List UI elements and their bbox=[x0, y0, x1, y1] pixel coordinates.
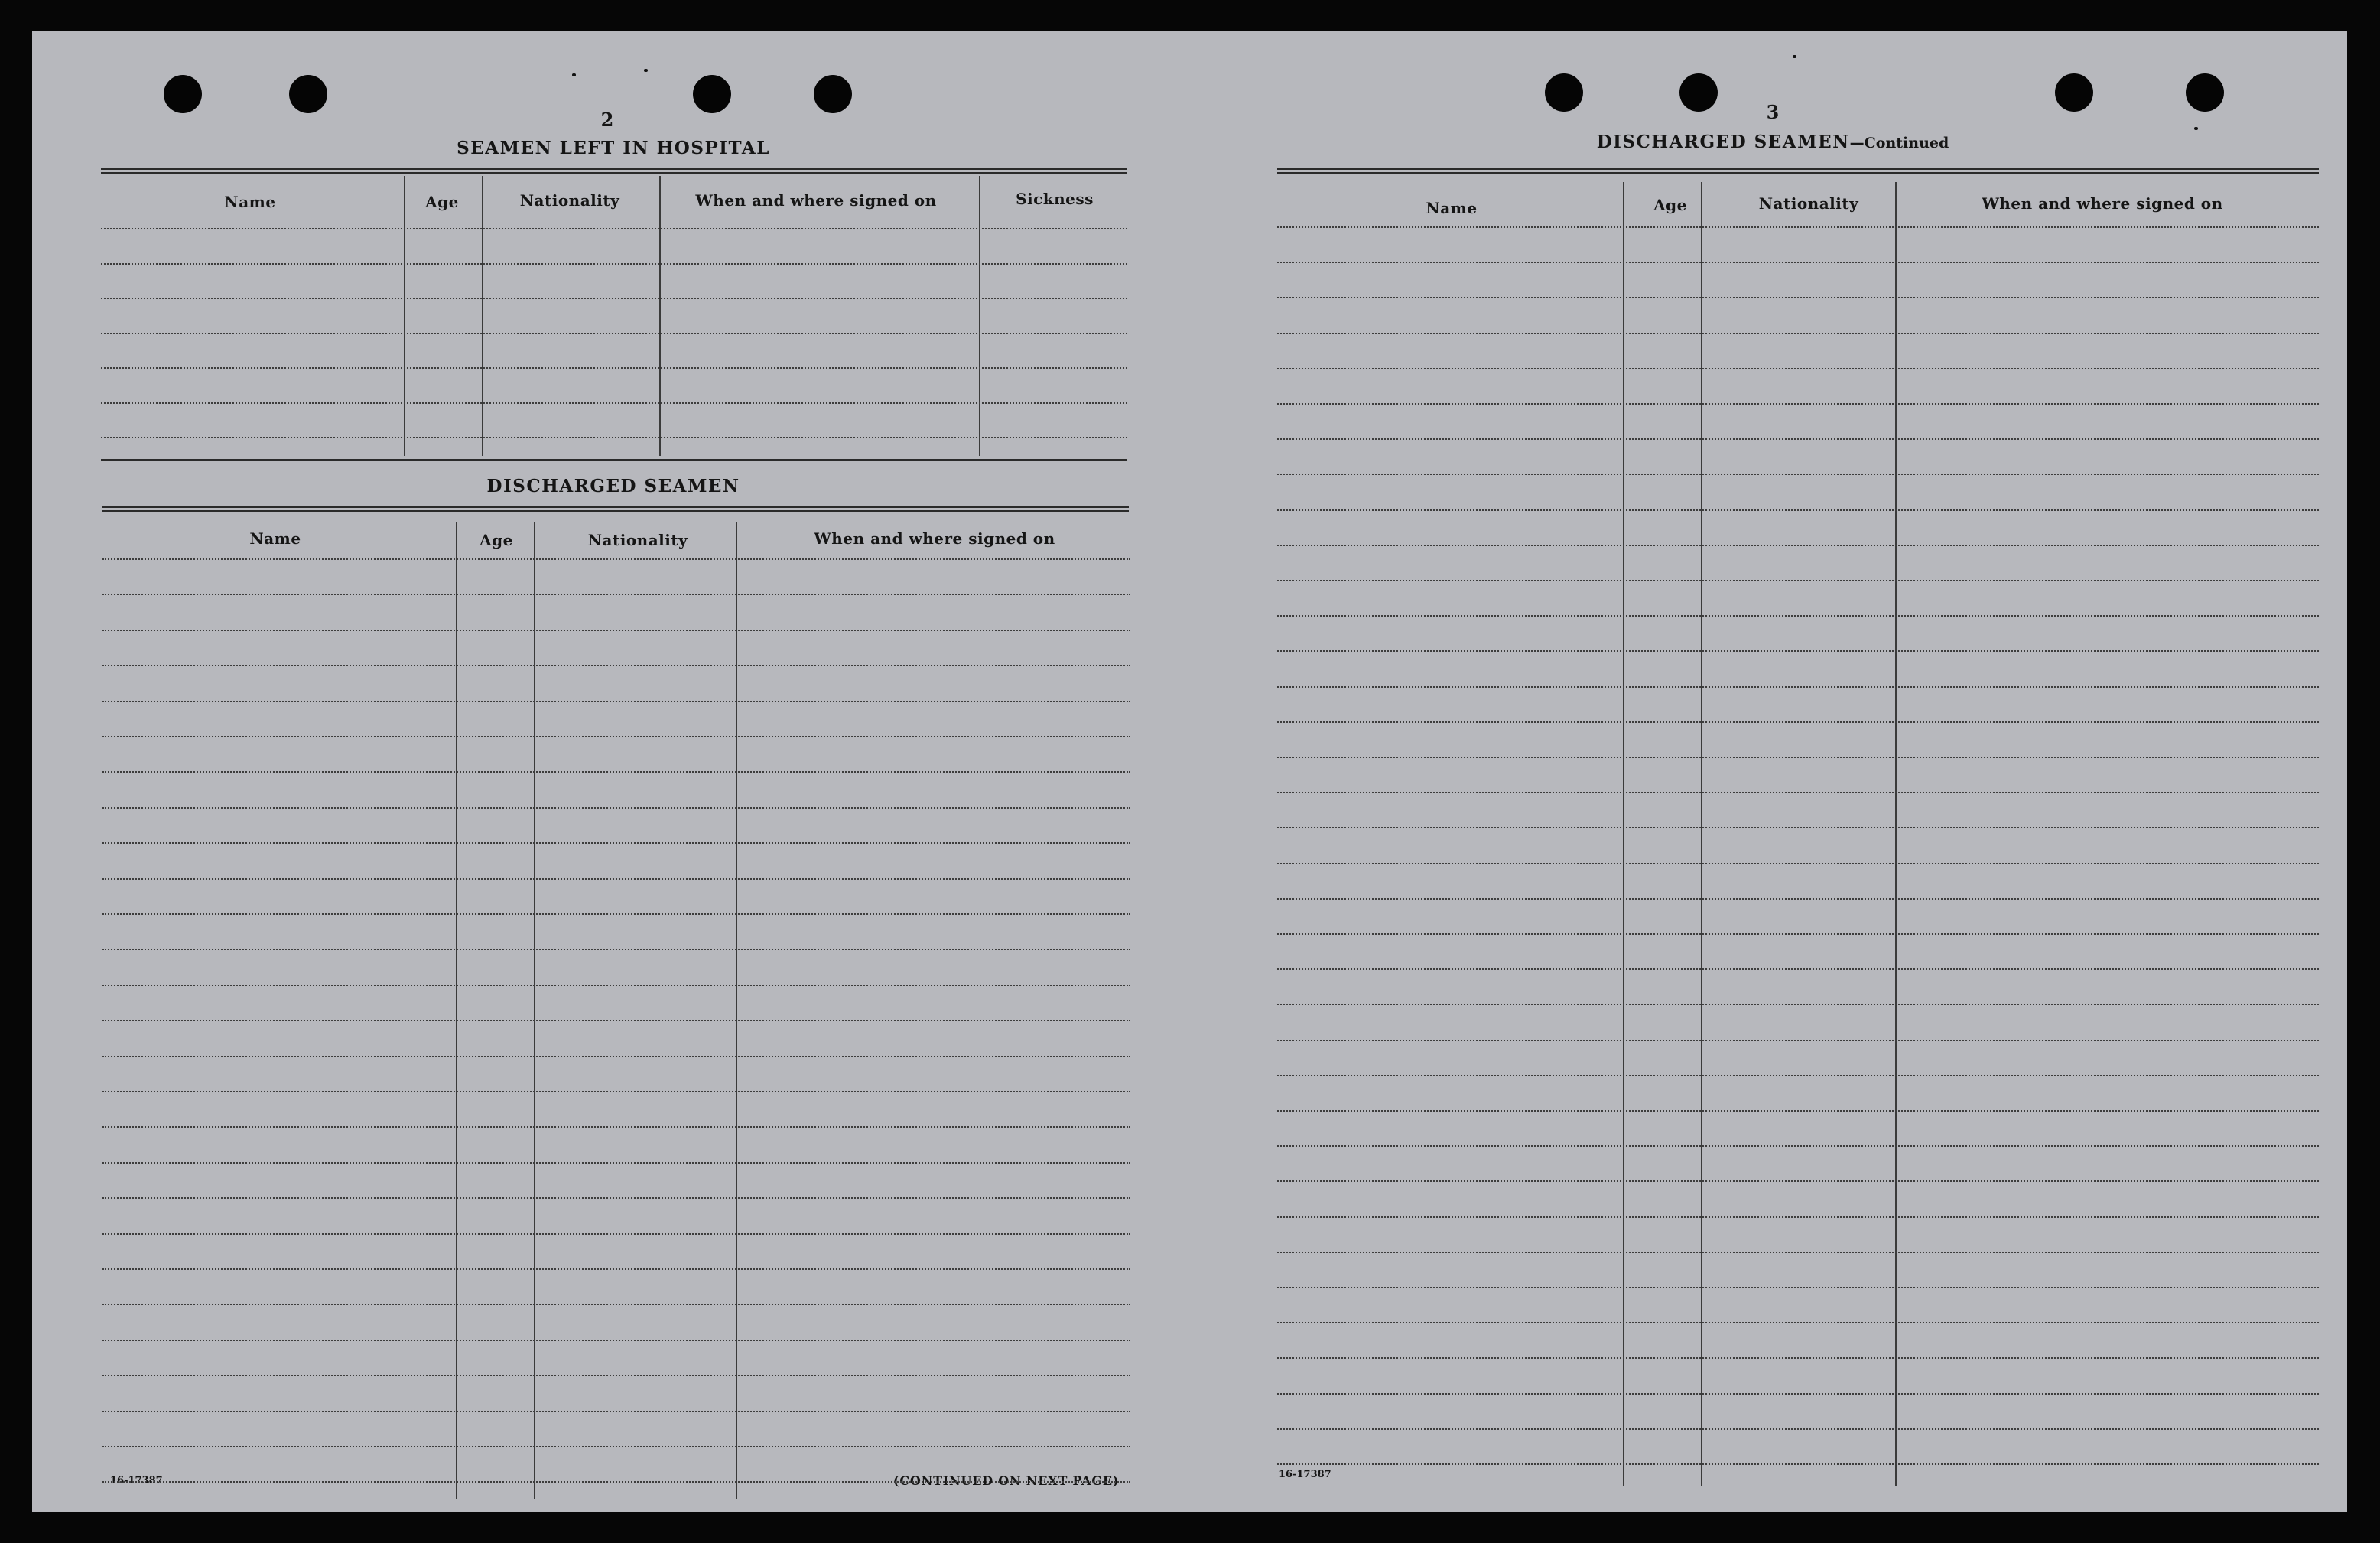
hospital-row-line bbox=[101, 402, 1127, 404]
form-number-right: 16-17387 bbox=[1279, 1469, 1331, 1480]
right-row-line bbox=[1277, 1180, 2319, 1182]
right-row-line bbox=[1277, 509, 2319, 511]
discharged-row-line bbox=[102, 1020, 1130, 1021]
punch-hole bbox=[164, 75, 202, 113]
discharged-row-line bbox=[102, 1197, 1130, 1199]
punch-hole bbox=[2055, 73, 2093, 112]
punch-hole bbox=[1679, 73, 1718, 112]
discharged-row-line bbox=[102, 913, 1130, 915]
punch-hole bbox=[1545, 73, 1583, 112]
right-row-line bbox=[1277, 686, 2319, 688]
discharged-row-line bbox=[102, 949, 1130, 950]
discharged-col-age: Age bbox=[480, 531, 513, 549]
right-row-line bbox=[1277, 1004, 2319, 1005]
ink-speck bbox=[2194, 127, 2198, 130]
discharged-col-signed-on: When and where signed on bbox=[814, 529, 1055, 548]
form-number-left: 16-17387 bbox=[110, 1475, 163, 1486]
right-row-line bbox=[1277, 226, 2319, 228]
discharged-col-divider bbox=[534, 522, 535, 1499]
discharged-row-line bbox=[102, 1162, 1130, 1164]
discharged-row-line bbox=[102, 1446, 1130, 1447]
right-row-line bbox=[1277, 1463, 2319, 1465]
right-row-line bbox=[1277, 827, 2319, 828]
discharged-row-line bbox=[102, 558, 1130, 560]
discharged-row-line bbox=[102, 807, 1130, 809]
discharged-row-line bbox=[102, 1268, 1130, 1270]
right-row-line bbox=[1277, 1252, 2319, 1253]
right-row-line bbox=[1277, 650, 2319, 652]
punch-hole bbox=[693, 75, 731, 113]
hospital-col-divider bbox=[659, 176, 661, 456]
discharged-row-line bbox=[102, 1056, 1130, 1057]
discharged-continued-title-main: DISCHARGED SEAMEN bbox=[1596, 132, 1850, 152]
hospital-col-name: Name bbox=[224, 193, 276, 211]
right-row-line bbox=[1277, 863, 2319, 864]
right-col-divider bbox=[1623, 182, 1624, 1486]
right-row-line bbox=[1277, 615, 2319, 617]
hospital-section-title: SEAMEN LEFT IN HOSPITAL bbox=[457, 138, 770, 158]
discharged-row-line bbox=[102, 1375, 1130, 1376]
hospital-row-line bbox=[101, 367, 1127, 369]
discharged-row-line bbox=[102, 842, 1130, 844]
right-row-line bbox=[1277, 403, 2319, 405]
discharged-row-line bbox=[102, 701, 1130, 702]
hospital-col-sickness: Sickness bbox=[1016, 190, 1094, 208]
hospital-row-line bbox=[101, 228, 1127, 229]
discharged-continued-title bbox=[1597, 132, 1949, 152]
discharged-row-line bbox=[102, 771, 1130, 773]
right-row-line bbox=[1277, 333, 2319, 334]
right-row-line bbox=[1277, 438, 2319, 440]
discharged-row-line bbox=[102, 630, 1130, 631]
hospital-row-line bbox=[101, 298, 1127, 299]
discharged-col-divider bbox=[736, 522, 737, 1499]
hospital-col-signed-on: When and where signed on bbox=[695, 191, 937, 210]
page-number-right: 3 bbox=[1766, 101, 1780, 123]
right-row-line bbox=[1277, 1393, 2319, 1395]
discharged-row-line bbox=[102, 594, 1130, 595]
right-top-rule bbox=[1277, 168, 2319, 174]
right-row-line bbox=[1277, 1110, 2319, 1112]
right-row-line bbox=[1277, 1145, 2319, 1147]
right-row-line bbox=[1277, 1357, 2319, 1359]
right-row-line bbox=[1277, 933, 2319, 935]
right-row-line bbox=[1277, 1428, 2319, 1430]
discharged-row-line bbox=[102, 1411, 1130, 1412]
discharged-row-line bbox=[102, 1126, 1130, 1128]
right-col-age: Age bbox=[1653, 196, 1687, 214]
ink-speck bbox=[572, 73, 576, 76]
right-col-divider bbox=[1895, 182, 1897, 1486]
hospital-row-line bbox=[101, 263, 1127, 265]
right-row-line bbox=[1277, 262, 2319, 263]
right-row-line bbox=[1277, 1040, 2319, 1041]
discharged-row-line bbox=[102, 1233, 1130, 1235]
hospital-col-divider bbox=[482, 176, 483, 456]
right-col-name: Name bbox=[1426, 199, 1478, 217]
right-col-signed-on: When and where signed on bbox=[1982, 194, 2223, 213]
right-col-divider bbox=[1701, 182, 1702, 1486]
right-row-line bbox=[1277, 792, 2319, 793]
ink-speck bbox=[1793, 55, 1796, 58]
right-row-line bbox=[1277, 368, 2319, 369]
discharged-col-name: Name bbox=[249, 529, 301, 548]
right-row-line bbox=[1277, 898, 2319, 900]
discharged-row-line bbox=[102, 1091, 1130, 1092]
right-row-line bbox=[1277, 297, 2319, 298]
page-number-left: 2 bbox=[600, 109, 614, 131]
discharged-row-line bbox=[102, 1304, 1130, 1305]
right-col-nationality: Nationality bbox=[1758, 194, 1859, 213]
punch-hole bbox=[2186, 73, 2224, 112]
punch-hole bbox=[814, 75, 852, 113]
discharged-row-line bbox=[102, 665, 1130, 666]
discharged-row-line bbox=[102, 985, 1130, 986]
right-row-line bbox=[1277, 1287, 2319, 1288]
punch-hole bbox=[289, 75, 327, 113]
hospital-col-nationality: Nationality bbox=[519, 191, 620, 210]
hospital-col-divider bbox=[979, 176, 980, 456]
hospital-col-divider bbox=[404, 176, 405, 456]
discharged-row-line bbox=[102, 878, 1130, 880]
ink-speck bbox=[644, 69, 648, 72]
right-row-line bbox=[1277, 580, 2319, 581]
right-row-line bbox=[1277, 1216, 2319, 1218]
hospital-row-line bbox=[101, 333, 1127, 334]
discharged-section-title: DISCHARGED SEAMEN bbox=[486, 476, 740, 496]
right-row-line bbox=[1277, 721, 2319, 723]
continued-note: (CONTINUED ON NEXT PAGE) bbox=[893, 1473, 1120, 1488]
right-row-line bbox=[1277, 1322, 2319, 1323]
hospital-top-rule bbox=[101, 168, 1127, 174]
right-row-line bbox=[1277, 968, 2319, 970]
hospital-col-age: Age bbox=[425, 193, 459, 211]
right-row-line bbox=[1277, 1075, 2319, 1076]
discharged-col-nationality: Nationality bbox=[587, 531, 688, 549]
hospital-bottom-rule bbox=[101, 459, 1127, 461]
discharged-top-rule bbox=[102, 506, 1129, 512]
discharged-row-line bbox=[102, 736, 1130, 737]
right-row-line bbox=[1277, 474, 2319, 475]
discharged-continued-title-suffix: —Continued bbox=[1849, 135, 1949, 151]
discharged-row-line bbox=[102, 1481, 1130, 1483]
discharged-row-line bbox=[102, 1340, 1130, 1341]
ledger-sheet bbox=[32, 31, 2347, 1512]
right-row-line bbox=[1277, 545, 2319, 546]
discharged-col-divider bbox=[456, 522, 457, 1499]
right-row-line bbox=[1277, 757, 2319, 758]
hospital-row-line bbox=[101, 437, 1127, 438]
